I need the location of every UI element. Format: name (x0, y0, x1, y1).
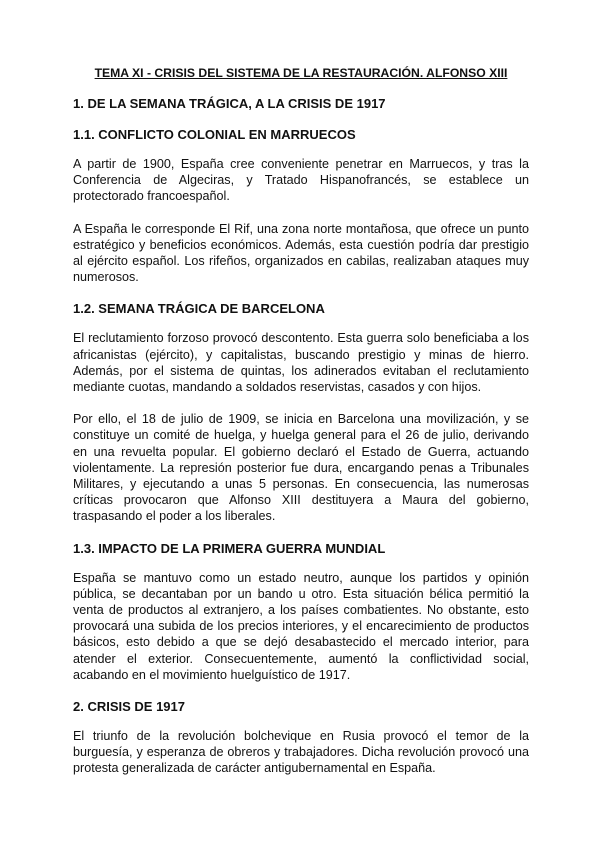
section-heading-1: 1. DE LA SEMANA TRÁGICA, A LA CRISIS DE 1917 (73, 96, 386, 111)
paragraph: España se mantuvo como un estado neutro, aunque los partidos y opinión pública, se decantaban por un bando u otro. Esta situación bélica permitió la venta de productos al extranjero, a los países combatientes. No obstante, esto provocará una subida de los precios interiores, y el encarecimiento de productos básicos, esto debido a que se dejó desabastecido el mercado interior, para atender el exterior. Consecuentemente, aumentó la conflictividad social, acabando en el movimiento huelguístico de 1917. (73, 570, 529, 682)
paragraph: Por ello, el 18 de julio de 1909, se inicia en Barcelona una movilización, y se constituye un comité de huelga, y huelga general para el 26 de julio, derivando en una revuelta popular. El gobierno declaró el Estado de Guerra, actuando violentamente. La represión posterior fue dura, encargando penas a Tribunales Militares, y ejecutando a unas 5 personas. En consecuencia, las numerosas críticas provocaron que Alfonso XIII destituyera a Maura del gobierno, traspasando el poder a los liberales. (73, 412, 529, 524)
section-heading-1-2: 1.2. SEMANA TRÁGICA DE BARCELONA (73, 301, 325, 317)
paragraph: El triunfo de la revolución bolchevique en Rusia provocó el temor de la burguesía, y esperanza de obreros y trabajadores. Dicha revolución provocó una protesta generalizada de carácter antigubernamental en España. (73, 729, 529, 776)
section-heading-1-1: 1.1. CONFLICTO COLONIAL EN MARRUECOS (73, 127, 356, 142)
document-title: TEMA XI - CRISIS DEL SISTEMA DE LA RESTAURACIÓN. ALFONSO XIII (94, 66, 508, 80)
paragraph: A España le corresponde El Rif, una zona norte montañosa, que ofrece un punto estratégico y beneficios económicos. Además, esta cuestión podría dar prestigio al ejército español. Los rifeños, organizados en cabilas, realizaban ataques muy numerosos. (73, 221, 529, 285)
paragraph: A partir de 1900, España cree conveniente penetrar en Marruecos, y tras la Conferencia de Algeciras, y Tratado Hispanofrancés, se establece un protectorado francoespañol. (73, 157, 529, 204)
section-heading-1-3: 1.3. IMPACTO DE LA PRIMERA GUERRA MUNDIAL (73, 540, 386, 556)
paragraph: El reclutamiento forzoso provocó descontento. Esta guerra solo beneficiaba a los africanistas (ejército), y capitalistas, buscando prestigio y minas de hierro. Además, por el sistema de quintas, los adinerados evitaban el reclutamiento mediante cuotas, mandando a soldados reservistas, casados y con hijos. (73, 331, 529, 395)
section-heading-2: 2. CRISIS DE 1917 (73, 699, 185, 715)
